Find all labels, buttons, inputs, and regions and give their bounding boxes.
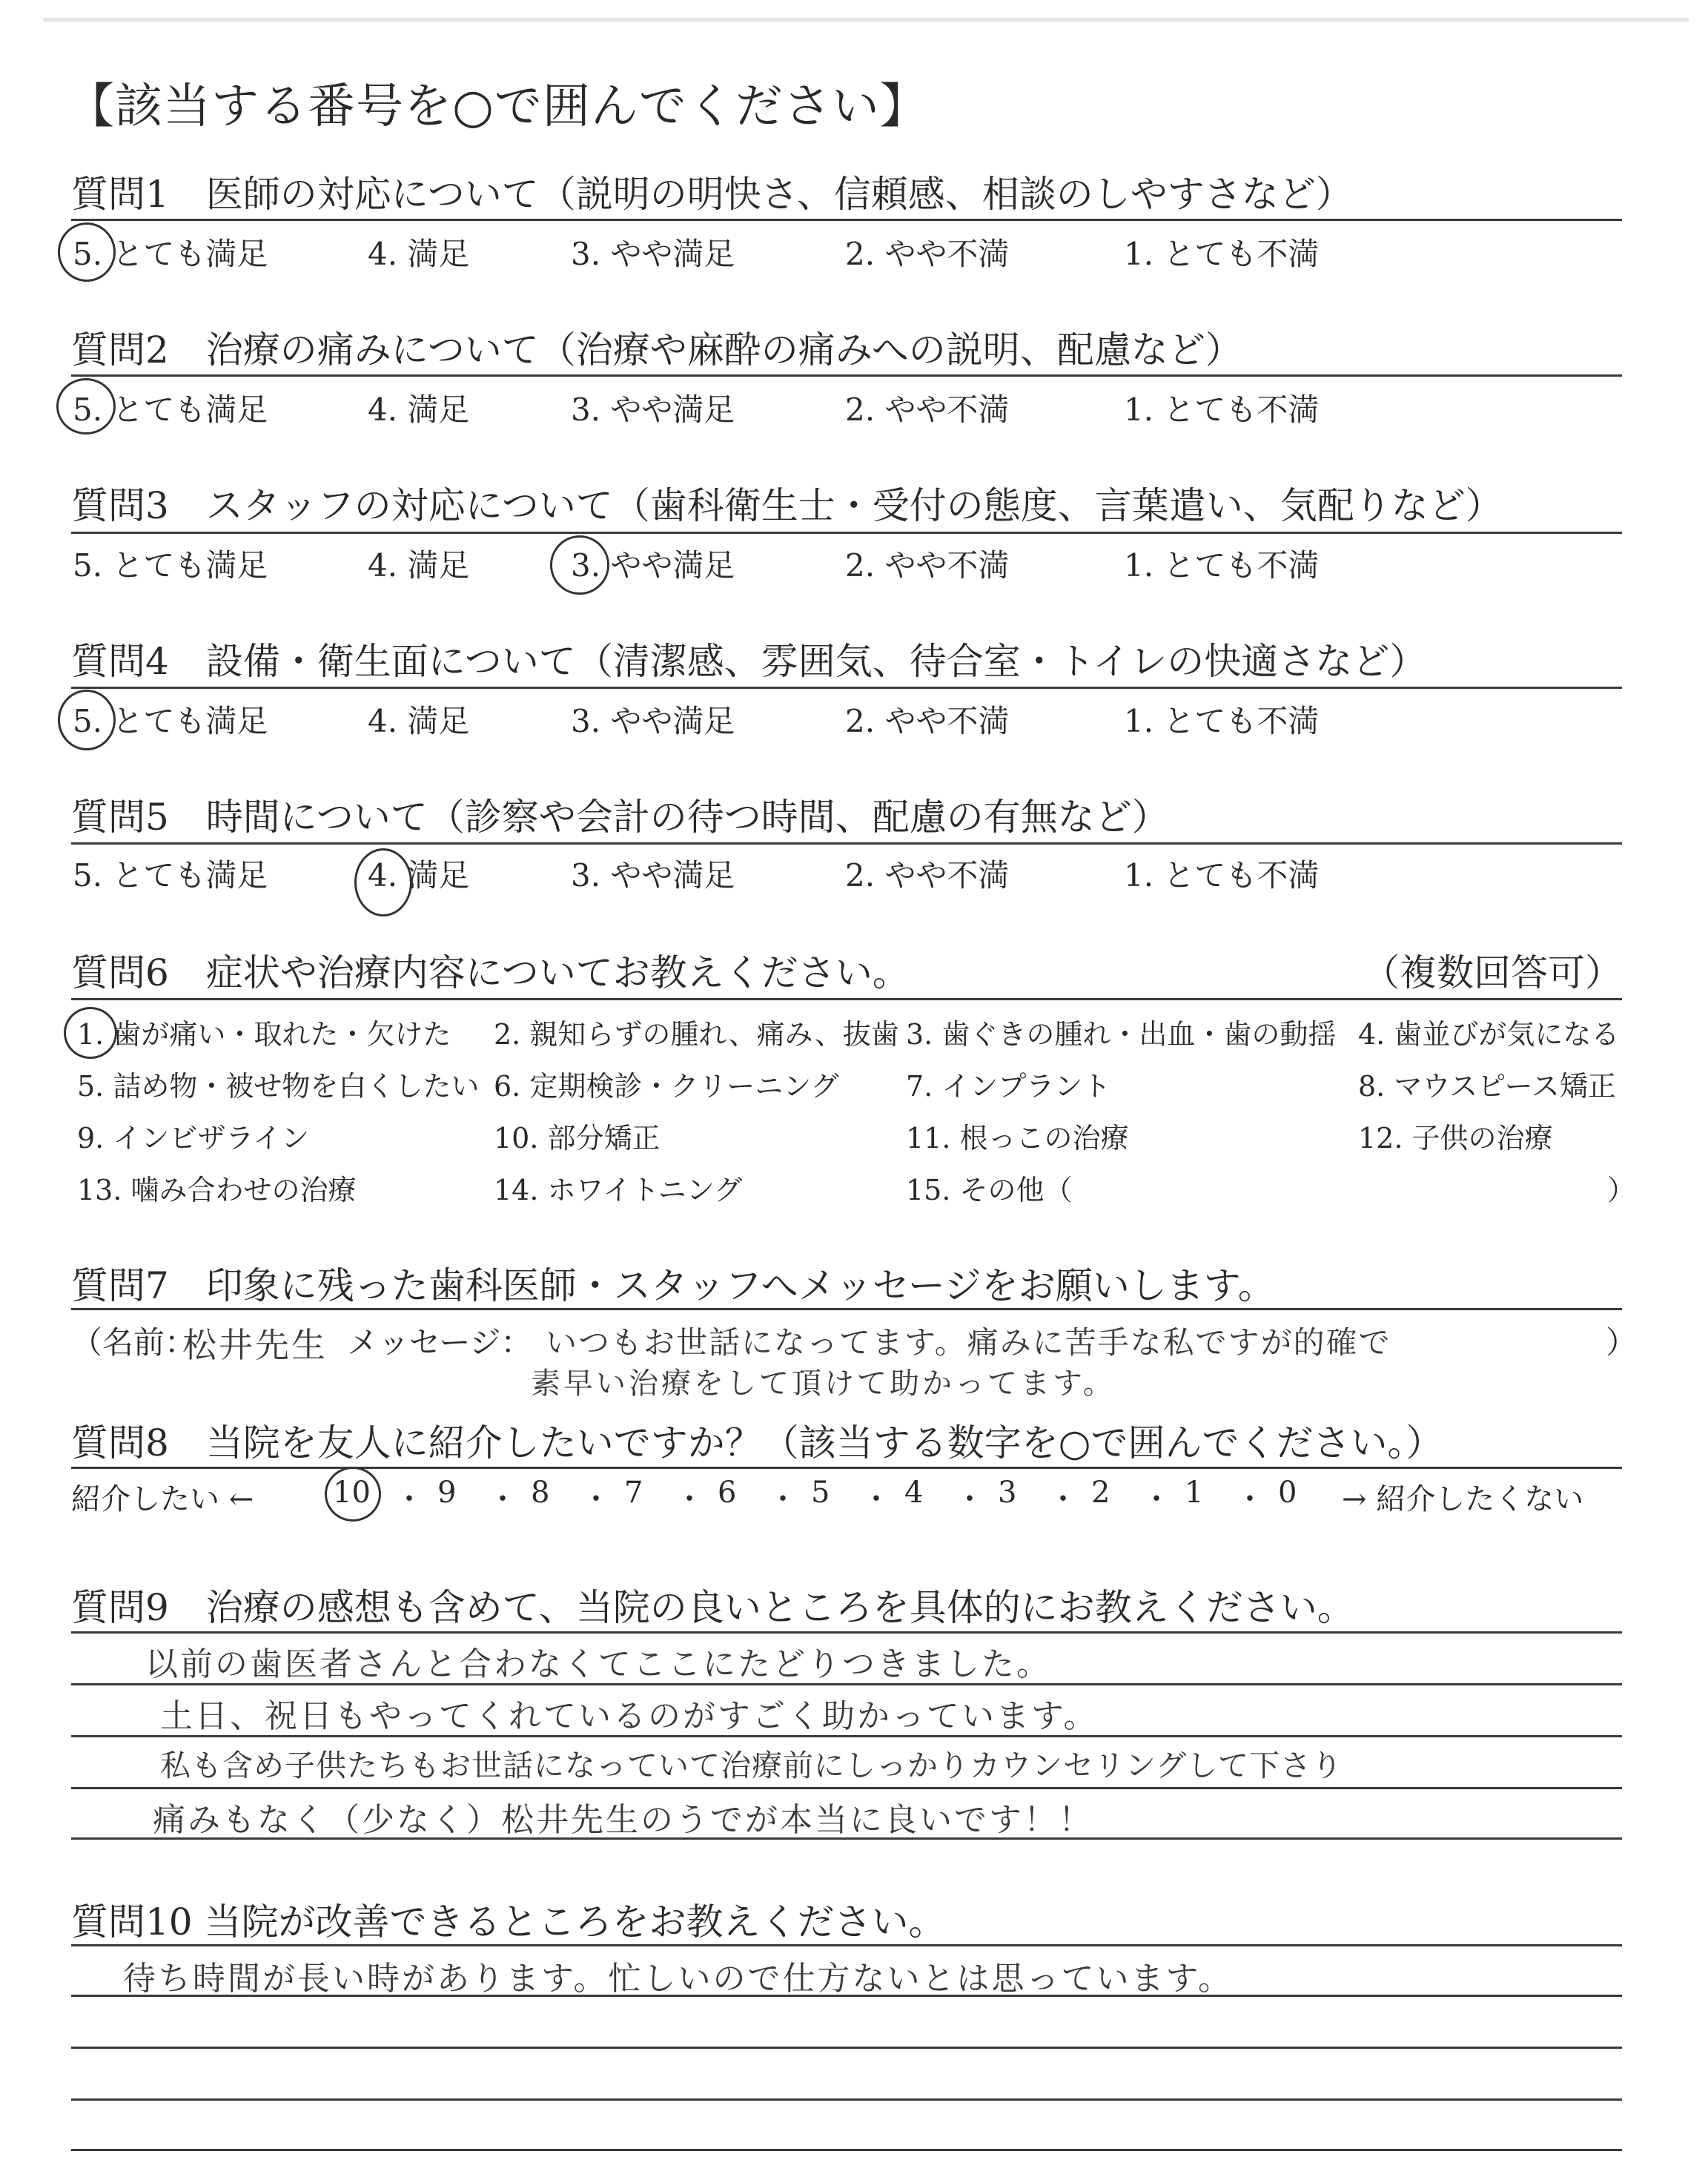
q6-item[interactable]: 7. インプラント: [906, 1070, 1111, 1103]
q8-scale-dot: ・: [768, 1482, 798, 1516]
q8-scale-number[interactable]: 3: [998, 1476, 1017, 1510]
q1-option-1[interactable]: 1. とても不満: [1124, 236, 1320, 272]
question-2-title: 質問2 治療の痛みについて（治療や麻酔の痛みへの説明、配慮など）: [71, 328, 1242, 371]
q6-item[interactable]: 8. マウスピース矯正: [1358, 1070, 1616, 1103]
q5-option-3[interactable]: 3. やや満足: [571, 857, 735, 894]
question-10-title: 質問10 当院が改善できるところをお教えください。: [71, 1900, 946, 1943]
q8-selected-circle: [325, 1467, 381, 1522]
q1-option-2[interactable]: 2. やや不満: [845, 236, 1010, 272]
q3-option-4[interactable]: 4. 満足: [368, 547, 470, 584]
q4-option-2[interactable]: 2. やや不満: [845, 703, 1010, 739]
question-8-rule: [71, 1467, 1622, 1469]
q9-answer-line: [71, 1787, 1622, 1789]
question-6-title: 質問6 症状や治療内容についてお教えください。: [71, 951, 910, 994]
question-9-title: 質問9 治療の感想も含めて、当院の良いところを具体的にお教えください。: [71, 1586, 1354, 1629]
q9-answer-line-3[interactable]: 私も含め子供たちもお世話になっていて治療前にしっかりカウンセリングして下さり: [160, 1748, 1343, 1783]
q8-right-label: → 紹介したくない: [1342, 1482, 1584, 1516]
q4-option-3[interactable]: 3. やや満足: [571, 703, 735, 739]
q8-scale-dot: ・: [394, 1482, 424, 1516]
q7-message-line-2[interactable]: 素早い治療をして頂けて助かってます。: [531, 1367, 1116, 1401]
q4-selected-circle: [58, 690, 116, 750]
page-header: 【該当する番号を○で囲んでください】: [67, 79, 928, 134]
q8-scale-dot: ・: [1142, 1482, 1171, 1516]
q8-left-label: 紹介したい ←: [71, 1482, 254, 1516]
q4-option-4[interactable]: 4. 満足: [368, 703, 470, 739]
q6-item[interactable]: 12. 子供の治療: [1358, 1122, 1553, 1155]
q8-scale-dot: ・: [955, 1482, 984, 1516]
q10-answer-line: [71, 2098, 1622, 2101]
q8-scale-dot: ・: [488, 1482, 517, 1516]
q6-item[interactable]: 1. 歯が痛い・取れた・欠けた: [77, 1018, 451, 1051]
q5-option-2[interactable]: 2. やや不満: [845, 857, 1010, 894]
q6-item[interactable]: 9. インビザライン: [77, 1122, 310, 1155]
question-7-rule: [71, 1308, 1622, 1310]
q8-scale-number[interactable]: 6: [718, 1476, 737, 1510]
q7-name-label: （名前：: [71, 1324, 196, 1361]
question-5-rule: [71, 842, 1622, 845]
question-6-rule: [71, 998, 1622, 1000]
q6-item[interactable]: 3. 歯ぐきの腫れ・出血・歯の動揺: [906, 1018, 1337, 1051]
q8-scale-number[interactable]: 9: [437, 1476, 457, 1510]
q1-option-4[interactable]: 4. 満足: [368, 236, 470, 272]
q6-selected-circle: [64, 1007, 117, 1059]
q6-item[interactable]: 5. 詰め物・被せ物を白くしたい: [77, 1070, 480, 1103]
q10-answer-line: [71, 2149, 1622, 2151]
q3-option-1[interactable]: 1. とても不満: [1124, 547, 1320, 584]
q8-scale-number[interactable]: 0: [1278, 1476, 1297, 1510]
q8-scale-dot: ・: [581, 1482, 611, 1516]
q3-selected-circle: [550, 535, 609, 595]
q3-option-3[interactable]: 3. やや満足: [571, 547, 735, 584]
q9-answer-line: [71, 1631, 1622, 1634]
q2-selected-circle: [56, 378, 116, 435]
question-4-title: 質問4 設備・衛生面について（清潔感、雰囲気、待合室・トイレの快適さなど）: [71, 640, 1427, 683]
q10-answer-line-1[interactable]: 待ち時間が長い時があります。忙しいので仕方ないとは思っています。: [123, 1960, 1233, 1998]
q6-item-close-paren: ）: [1607, 1174, 1636, 1206]
q8-scale-dot: ・: [675, 1482, 704, 1516]
q1-option-3[interactable]: 3. やや満足: [571, 236, 735, 272]
question-3-title: 質問3 スタッフの対応について（歯科衛生士・受付の態度、言葉遣い、気配りなど）: [71, 484, 1503, 527]
q5-selected-circle: [354, 848, 412, 916]
q2-option-2[interactable]: 2. やや不満: [845, 392, 1010, 428]
q2-option-1[interactable]: 1. とても不満: [1124, 392, 1320, 428]
q8-scale-number[interactable]: 1: [1185, 1476, 1204, 1510]
q9-answer-line-2[interactable]: 土日、祝日もやってくれているのがすごく助かっています。: [160, 1697, 1099, 1735]
q8-scale-dot: ・: [1048, 1482, 1078, 1516]
q3-option-2[interactable]: 2. やや不満: [845, 547, 1010, 584]
q6-item[interactable]: 11. 根っこの治療: [906, 1122, 1129, 1155]
q1-option-5[interactable]: 5. とても満足: [73, 236, 268, 272]
q9-answer-line-4[interactable]: 痛みもなく（少なく）松井先生のうでが本当に良いです！！: [153, 1801, 1093, 1839]
q6-item[interactable]: 4. 歯並びが気になる: [1358, 1018, 1620, 1051]
q10-answer-line: [71, 1944, 1622, 1946]
q2-option-4[interactable]: 4. 満足: [368, 392, 470, 428]
q8-scale-number[interactable]: 7: [624, 1476, 643, 1510]
q6-item[interactable]: 6. 定期検診・クリーニング: [494, 1070, 839, 1103]
q6-item[interactable]: 2. 親知らずの腫れ、痛み、抜歯: [494, 1018, 899, 1051]
q7-close-paren: ）: [1606, 1324, 1638, 1361]
question-5-title: 質問5 時間について（診察や会計の待つ時間、配慮の有無など）: [71, 796, 1169, 839]
q8-scale-dot: ・: [861, 1482, 891, 1516]
q4-option-5[interactable]: 5. とても満足: [73, 703, 268, 739]
q8-scale-number[interactable]: 4: [904, 1476, 924, 1510]
question-8-title: 質問8 当院を友人に紹介したいですか？（該当する数字を○で囲んでください。）: [71, 1421, 1443, 1464]
top-border: [43, 18, 1689, 22]
q7-message-line-1[interactable]: いつもお世話になってます。痛みに苦手な私ですが的確で: [546, 1324, 1391, 1361]
question-4-rule: [71, 687, 1622, 689]
question-2-rule: [71, 374, 1622, 377]
q3-option-5[interactable]: 5. とても満足: [73, 547, 268, 584]
q5-option-1[interactable]: 1. とても不満: [1124, 857, 1320, 894]
q5-option-5[interactable]: 5. とても満足: [73, 857, 268, 894]
q9-answer-line-1[interactable]: 以前の歯医者さんと合わなくてここにたどりつきました。: [145, 1645, 1051, 1683]
q7-message-label: メッセージ：: [347, 1324, 532, 1361]
q8-scale-number[interactable]: 2: [1091, 1476, 1110, 1510]
q8-scale-number[interactable]: 5: [811, 1476, 830, 1510]
q6-item[interactable]: 10. 部分矯正: [494, 1122, 661, 1155]
q8-scale-number[interactable]: 10: [333, 1476, 371, 1510]
q2-option-3[interactable]: 3. やや満足: [571, 392, 735, 428]
q6-item[interactable]: 14. ホワイトニング: [494, 1174, 743, 1206]
q6-item[interactable]: 15. その他（: [906, 1174, 1073, 1206]
q6-item[interactable]: 13. 噛み合わせの治療: [77, 1174, 357, 1206]
question-1-rule: [71, 219, 1622, 221]
q8-scale-number[interactable]: 8: [531, 1476, 550, 1510]
question-7-title: 質問7 印象に残った歯科医師・スタッフへメッセージをお願いします。: [71, 1264, 1275, 1307]
q8-scale-dot: ・: [1235, 1482, 1265, 1516]
q10-answer-line: [71, 2047, 1622, 2049]
question-6-note: （複数回答可）: [1363, 951, 1622, 994]
q4-option-1[interactable]: 1. とても不満: [1124, 703, 1320, 739]
q1-selected-circle: [58, 222, 116, 282]
question-1-title: 質問1 医師の対応について（説明の明快さ、信頼感、相談のしやすさなど）: [71, 173, 1353, 216]
question-3-rule: [71, 532, 1622, 534]
q5-option-4[interactable]: 4. 満足: [368, 857, 470, 894]
q7-name-value[interactable]: 松井先生: [182, 1325, 328, 1365]
q2-option-5[interactable]: 5. とても満足: [73, 392, 268, 428]
